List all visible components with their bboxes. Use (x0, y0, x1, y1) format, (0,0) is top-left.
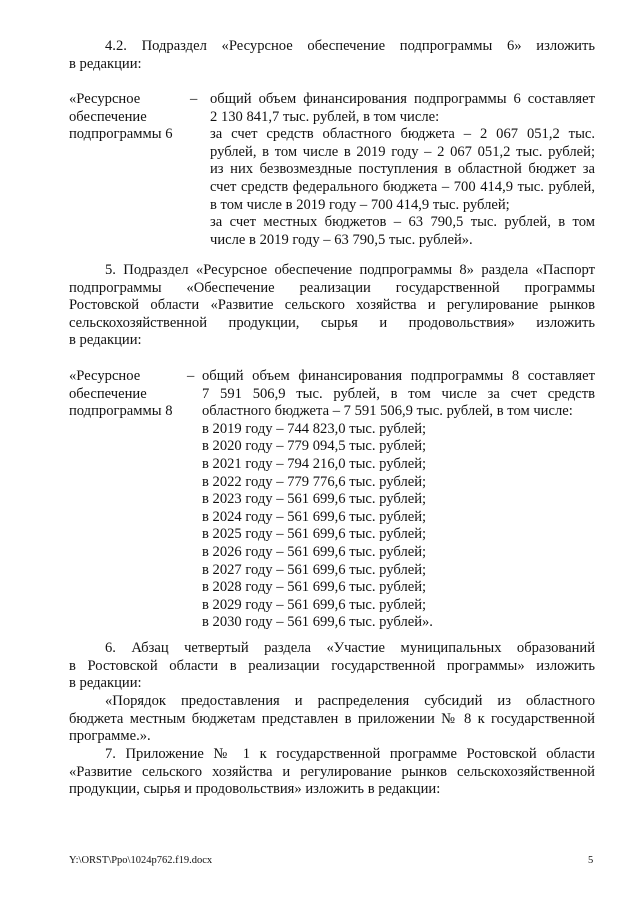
text-line: продукции, сырья и продовольствия» изложить в редакции: (69, 781, 441, 798)
text-line: за счет местных бюджетов – 63 790,5 тыс. рублей, в том (210, 214, 595, 231)
page-number: 5 (588, 855, 594, 866)
text-line: за счет средств областного бюджета – 2 067 051,2 тыс. (210, 126, 595, 143)
text-line: из них безвозмездные поступления в областной бюджет за (210, 161, 595, 178)
text-line: бюджета местным бюджетам представлен в приложении № 8 к государственной (69, 710, 595, 727)
label-line: «Ресурсное (69, 368, 141, 384)
text-line: 5. Подраздел «Ресурсное обеспечение подпрограммы 8» раздела «Паспорт (105, 262, 595, 278)
text-line: в редакции: (69, 332, 142, 349)
text-line: в редакции: (69, 675, 142, 692)
year-line: в 2023 году – 561 699,6 тыс. рублей; (202, 491, 427, 508)
year-line: в 2028 году – 561 699,6 тыс. рублей; (202, 579, 427, 596)
footer-file-path: Y:\ORST\Ppo\1024p762.f19.docx (69, 855, 213, 866)
section-7-paragraph (69, 746, 595, 799)
text-line: 4.2. Подраздел «Ресурсное обеспечение подпрограммы 6» изложить (105, 38, 595, 54)
section-5-paragraph (69, 262, 595, 350)
year-line: в 2025 году – 561 699,6 тыс. рублей; (202, 526, 427, 543)
text-line: общий объем финансирования подпрограммы 6 составляет (210, 91, 595, 107)
text-line: в редакции: (69, 55, 142, 72)
resource-block-label (69, 368, 187, 421)
text-line: в том числе в 2019 году – 700 414,9 тыс. рублей; (210, 196, 510, 213)
label-dash: – (190, 91, 198, 107)
text-line: рублей, в том числе в 2019 году – 2 067 051,2 тыс. рублей; (210, 143, 595, 160)
year-line: в 2019 году – 744 823,0 тыс. рублей; (202, 420, 427, 437)
year-line: в 2029 году – 561 699,6 тыс. рублей; (202, 596, 427, 613)
section-4-2-paragraph (69, 38, 595, 73)
year-line: в 2026 году – 561 699,6 тыс. рублей; (202, 543, 427, 560)
text-line: 7 591 506,9 тыс. рублей, в том числе за счет средств (202, 385, 595, 402)
year-line: в 2027 году – 561 699,6 тыс. рублей; (202, 561, 427, 578)
text-line: подпрограммы «Обеспечение реализации государственной программы (69, 279, 595, 296)
text-line: программе.». (69, 728, 151, 745)
section-6-paragraph (69, 640, 595, 693)
year-line: в 2020 году – 779 094,5 тыс. рублей; (202, 438, 427, 455)
quoted-paragraph (69, 693, 595, 746)
text-line: областного бюджета – 7 591 506,9 тыс. рублей, в том числе: (202, 403, 573, 420)
text-line: Ростовской области «Развитие сельского хозяйства и регулирование рынков (69, 297, 595, 314)
label-line: обеспечение (69, 385, 147, 402)
text-line: в Ростовской области в реализации государственной программы» изложить (69, 657, 595, 674)
label-line: «Ресурсное (69, 91, 141, 107)
text-line: 6. Абзац четвертый раздела «Участие муниципальных образований (105, 640, 595, 656)
year-line: в 2024 году – 561 699,6 тыс. рублей; (202, 508, 427, 525)
resource-block-content (202, 368, 595, 632)
text-line: 2 130 841,7 тыс. рублей, в том числе: (210, 108, 440, 125)
text-line: сельскохозяйственной продукции, сырья и продовольствия» изложить (69, 314, 595, 331)
text-line: «Порядок предоставления и распределения субсидий из областного (105, 693, 595, 709)
year-line: в 2030 году – 561 699,6 тыс. рублей». (202, 614, 433, 631)
label-line: подпрограммы 6 (69, 126, 173, 143)
text-line: общий объем финансирования подпрограммы 8 составляет (202, 368, 595, 384)
text-line: 7. Приложение № 1 к государственной программе Ростовской области (105, 746, 595, 762)
year-line: в 2022 году – 779 776,6 тыс. рублей; (202, 473, 427, 490)
text-line: «Развитие сельского хозяйства и регулирование рынков сельскохозяйственной (69, 763, 595, 780)
label-line: обеспечение (69, 108, 147, 125)
label-dash: – (187, 368, 195, 384)
text-line: счет средств федерального бюджета – 700 414,9 тыс. рублей, (210, 178, 595, 195)
resource-block-content (210, 91, 595, 249)
year-line: в 2021 году – 794 216,0 тыс. рублей; (202, 455, 427, 472)
text-line: числе в 2019 году – 63 790,5 тыс. рублей». (210, 231, 473, 248)
label-line: подпрограммы 8 (69, 403, 173, 420)
resource-block-label (69, 91, 187, 144)
